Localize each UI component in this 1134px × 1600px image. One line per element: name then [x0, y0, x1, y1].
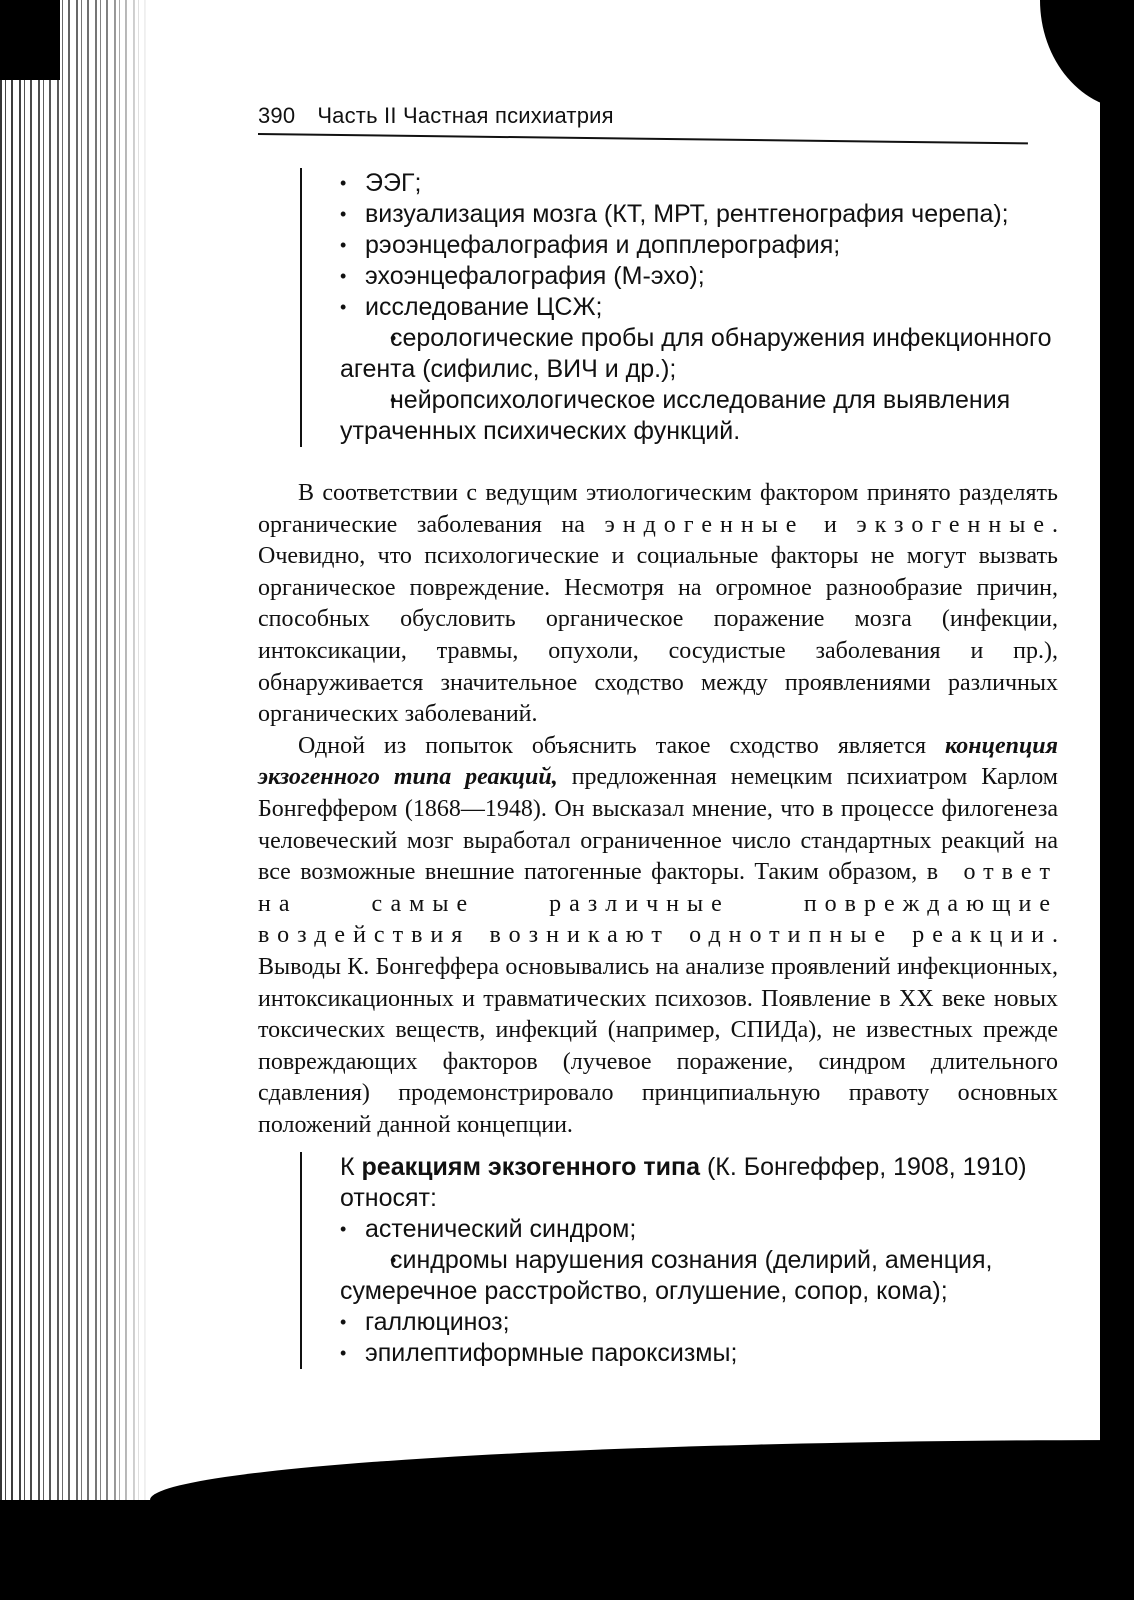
list-item: • серологические пробы для обнаружения инфекционного агента (сифилис, ВИЧ и др.);	[340, 323, 1080, 385]
page-edge-right	[1100, 0, 1134, 1600]
main-text	[258, 478, 1058, 1141]
list-item: • нейропсихологическое исследование для выявления утраченных психических функций.	[340, 385, 1080, 447]
list-item: • синдромы нарушения сознания (делирий, аменция, сумеречное расстройство, оглушение, сопор, кома);	[340, 1245, 1080, 1307]
list-item: • галлюциноз;	[340, 1307, 1080, 1338]
page-edge-corner-left	[0, 0, 60, 80]
spaced-thesis: в ответ на самые различные повреждающие воздействия возникают однотипные реакции	[258, 859, 1058, 949]
page-edge-bottom	[0, 1500, 1134, 1600]
list-item: • эпилептиформные пароксизмы;	[340, 1338, 1080, 1369]
list-item: • эхоэнцефалография (М-эхо);	[340, 261, 1080, 292]
exam-methods-list	[300, 168, 1080, 447]
page-edge-fade	[0, 0, 150, 1600]
list-item: • исследование ЦСЖ;	[340, 292, 1080, 323]
running-head	[258, 103, 614, 129]
paragraph-bonhoeffer: Одной из попыток объяснить такое сходство является концепция экзогенного типа реакций, предложенная немецким психиатром Карлом Бонгеффером (1868—1948). Он высказал мнение, что в процессе филогенеза человеческий мозг выработал ограниченное число стандартных реакций на все возможные внешние патогенные факторы. Таким образом, в ответ на самые различные повреждающие воздействия возникают однотипные реакции. Выводы К. Бонгеффера основывались на анализе проявлений инфекционных, интоксикационных и травматических психозов. Появление в XX веке новых токсических веществ, инфекций (например, СПИДа), не известных прежде повреждающих факторов (лучевое поражение, синдром длительного сдавления) продемонстрировало принципиальную правоту основных положений данной концепции.	[258, 732, 1059, 1138]
list-item: • рэоэнцефалография и допплерография;	[340, 230, 1080, 261]
term-concept: концепция экзогенного типа реакций,	[258, 732, 1059, 791]
bold-term: реакциям экзогенного типа	[361, 1153, 700, 1181]
list-item: • ЭЭГ;	[340, 168, 1080, 199]
running-title: Часть II Частная психиатрия	[317, 103, 614, 128]
term-exogenous: экзогенные	[856, 511, 1052, 538]
exogenous-reactions-list	[300, 1152, 1080, 1369]
page-number: 390	[258, 103, 296, 128]
list-item: • астенический синдром;	[340, 1214, 1080, 1245]
paragraph-etiology: В соответствии с ведущим этиологическим фактором принято разделять органические заболевания на эндогенные и экзогенные. Очевидно, что психологические и социальные факторы не могут вызвать органическое повреждение. Несмотря на огромное разнообразие причин, способных обусловить органическое поражение мозга (инфекции, интоксикации, травмы, опухоли, сосудистые заболевания и пр.), обнаруживается значительное сходство между проявлениями различных органических заболеваний.	[258, 480, 1058, 728]
header-rule	[258, 133, 1028, 144]
list-item: • визуализация мозга (КТ, МРТ, рентгенография черепа);	[340, 199, 1080, 230]
term-endogenous: эндогенные	[604, 511, 805, 538]
list-intro: К реакциям экзогенного типа (К. Бонгеффер, 1908, 1910) относят:	[340, 1153, 1027, 1212]
